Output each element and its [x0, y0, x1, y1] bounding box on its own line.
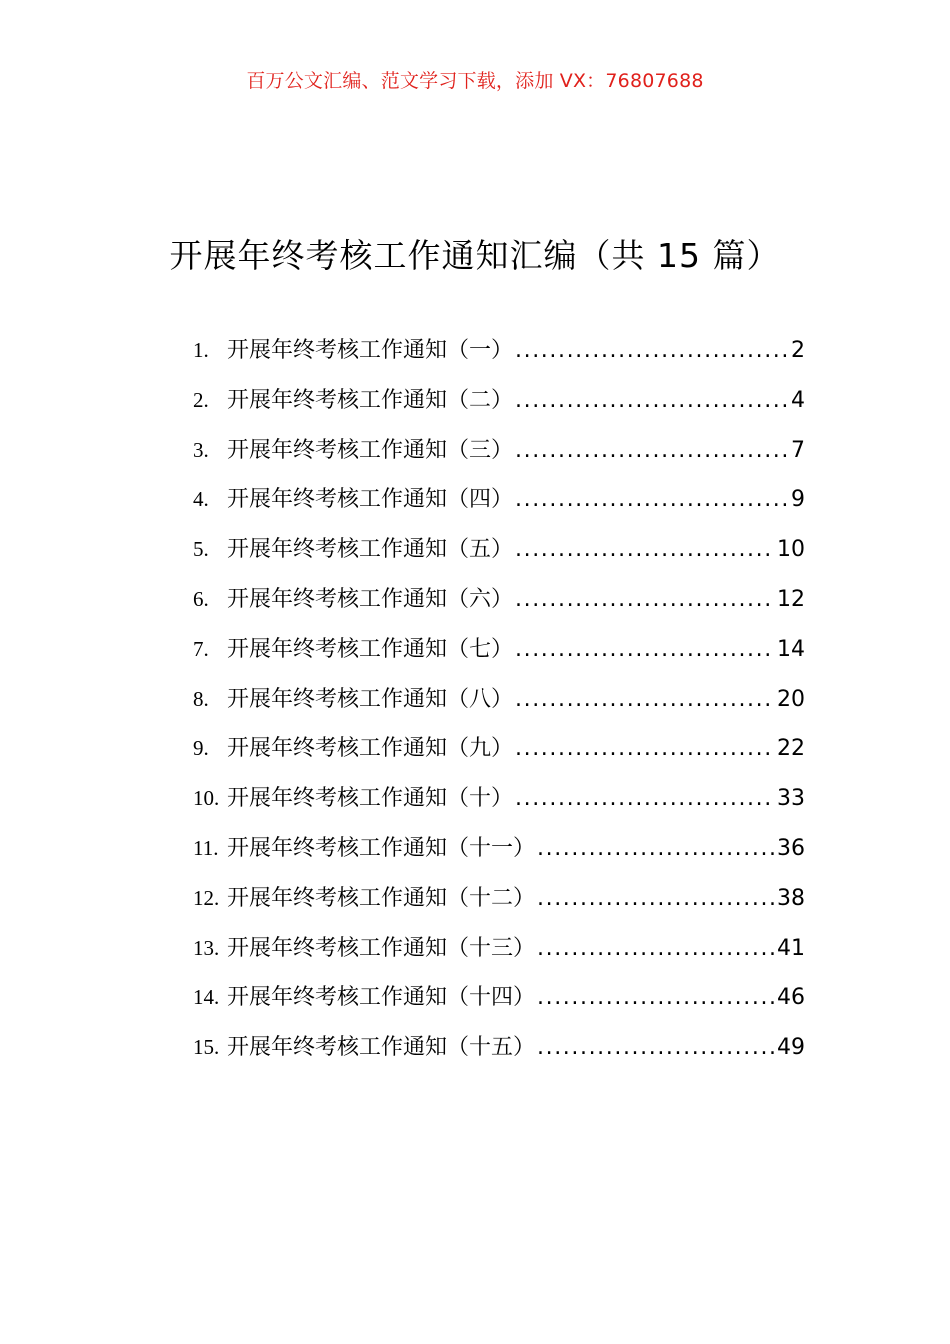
toc-entry-page: 14 — [777, 636, 805, 662]
toc-entry-title: 开展年终考核工作通知（十三） — [227, 935, 536, 961]
toc-dot-leader — [515, 438, 789, 463]
toc-entry[interactable] — [193, 682, 805, 732]
toc-dot-leader — [515, 487, 789, 512]
toc-entry-page: 46 — [777, 985, 805, 1011]
toc-entry-page: 36 — [777, 835, 805, 861]
toc-entry-title: 开展年终考核工作通知（一） — [227, 338, 514, 363]
toc-entry[interactable] — [193, 433, 805, 483]
toc-entry-number: 8. — [193, 686, 209, 711]
toc-entry-title: 开展年终考核工作通知（十四） — [227, 985, 536, 1011]
toc-entry-title: 开展年终考核工作通知（六） — [227, 586, 514, 612]
toc-entry-number: 13. — [193, 935, 220, 960]
toc-dot-leader — [537, 836, 775, 861]
toc-dot-leader — [537, 886, 775, 911]
toc-dot-leader — [515, 786, 775, 811]
toc-entry-page: 41 — [777, 935, 805, 961]
toc-entry-number: 5. — [193, 537, 209, 562]
toc-entry-page: 22 — [777, 736, 805, 762]
toc-entry[interactable] — [193, 1030, 805, 1080]
toc-entry-number: 11. — [193, 835, 219, 860]
toc-entry-title: 开展年终考核工作通知（八） — [227, 686, 514, 712]
toc-entry-number: 12. — [193, 885, 220, 910]
toc-entry[interactable] — [193, 980, 805, 1030]
toc-entry-number: 4. — [193, 487, 209, 512]
toc-dot-leader — [537, 936, 775, 961]
header-note: 百万公文汇编、范文学习下载，添加 VX：76807688 — [246, 70, 704, 92]
toc-entry-page: 12 — [777, 586, 805, 612]
toc-entry-title: 开展年终考核工作通知（十五） — [227, 1035, 536, 1061]
toc-entry-number: 6. — [193, 586, 209, 611]
toc-entry-title: 开展年终考核工作通知（十一） — [227, 835, 536, 861]
toc-entry[interactable] — [193, 632, 805, 682]
toc-entry-number: 7. — [193, 636, 209, 661]
toc-entry-number: 3. — [193, 437, 209, 462]
toc-entry[interactable] — [193, 333, 805, 383]
toc-entry-number: 14. — [193, 985, 220, 1010]
toc-entry[interactable] — [193, 831, 805, 881]
toc-entry-number: 10. — [193, 786, 220, 811]
toc-entry-title: 开展年终考核工作通知（十二） — [227, 885, 536, 911]
toc-entry-title: 开展年终考核工作通知（三） — [227, 437, 514, 463]
toc-entry[interactable] — [193, 383, 805, 433]
toc-entry[interactable] — [193, 931, 805, 981]
toc-entry-page: 4 — [791, 387, 805, 413]
toc-entry-page: 38 — [777, 885, 805, 911]
toc-entry-title: 开展年终考核工作通知（七） — [227, 636, 514, 662]
toc-entry[interactable] — [193, 781, 805, 831]
toc-entry-title: 开展年终考核工作通知（十） — [227, 786, 514, 812]
toc-entry-title: 开展年终考核工作通知（五） — [227, 537, 514, 563]
toc-dot-leader — [515, 388, 789, 413]
toc-entry-number: 15. — [193, 1035, 220, 1060]
toc-entry-title: 开展年终考核工作通知（九） — [227, 736, 514, 762]
toc-entry-number: 2. — [193, 387, 209, 412]
toc-dot-leader — [515, 736, 775, 761]
toc-entry-page: 33 — [777, 786, 805, 812]
toc-entry-page: 20 — [777, 686, 805, 712]
toc-dot-leader — [515, 587, 775, 612]
toc-dot-leader — [515, 687, 775, 712]
toc-dot-leader — [515, 637, 775, 662]
document-title: 开展年终考核工作通知汇编（共 15 篇） — [169, 236, 781, 275]
toc-entry[interactable] — [193, 582, 805, 632]
toc-entry-page: 10 — [777, 537, 805, 563]
toc-entry[interactable] — [193, 881, 805, 931]
toc-entry-number: 1. — [193, 338, 209, 362]
toc-entry[interactable] — [193, 532, 805, 582]
toc-entry[interactable] — [193, 731, 805, 781]
toc-entry-page: 49 — [777, 1035, 805, 1061]
toc-dot-leader — [537, 985, 775, 1010]
toc-entry-page: 9 — [791, 487, 805, 513]
table-of-contents — [193, 333, 805, 1080]
toc-dot-leader — [515, 537, 775, 562]
toc-entry[interactable] — [193, 482, 805, 532]
toc-entry-number: 9. — [193, 736, 209, 761]
toc-dot-leader — [537, 1035, 775, 1060]
toc-entry-title: 开展年终考核工作通知（四） — [227, 487, 514, 513]
toc-dot-leader — [515, 338, 789, 363]
toc-entry-title: 开展年终考核工作通知（二） — [227, 387, 514, 413]
toc-entry-page: 7 — [791, 437, 805, 463]
toc-entry-page: 2 — [791, 338, 805, 363]
